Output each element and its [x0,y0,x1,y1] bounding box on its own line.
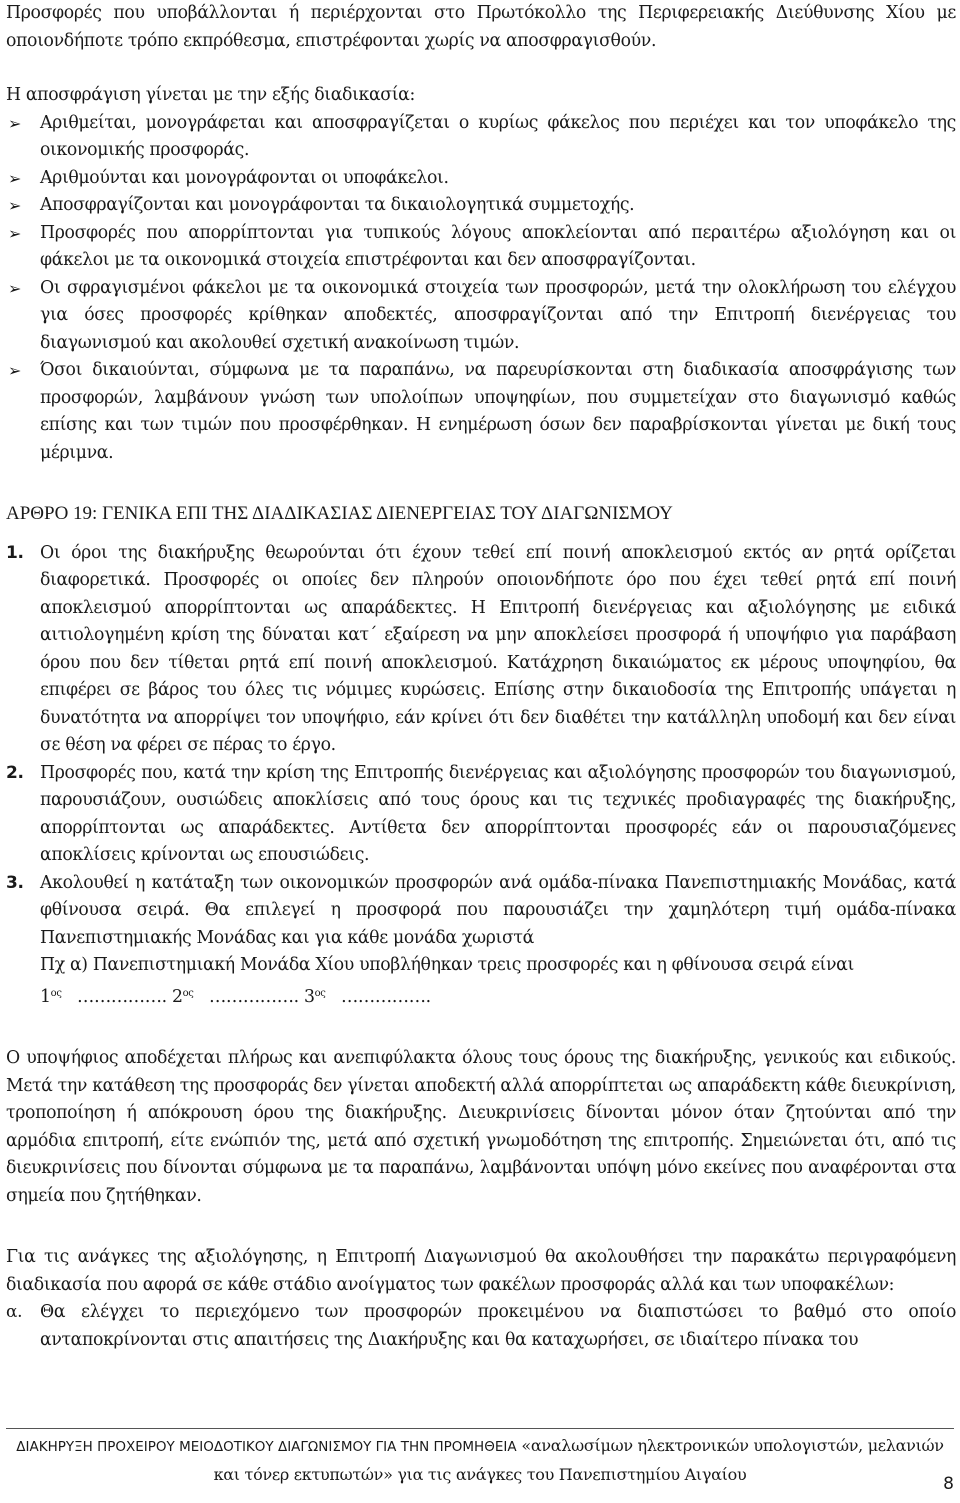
ranking-example: Πχ α) Πανεπιστημιακή Μονάδα Χίου υποβλήθηκαν τρεις προσφορές και η φθίνουσα σειρά είναι [40,955,854,975]
document-body [6,0,956,1354]
bullet-text: Αποσφραγίζονται και μονογράφονται τα δικαιολογητικά συμμετοχής. [40,195,635,215]
bullet-item [6,275,956,358]
footer-caps-title: ΔΙΑΚΗΡΥΞΗ ΠΡΟΧΕΙΡΟΥ ΜΕΙΟΔΟΤΙΚΟΥ ΔΙΑΓΩΝΙΣΜΟΥ ΓΙΑ ΤΗΝ ΠΡΟΜΗΘΕΙΑ [16,1439,517,1455]
bullet-text: Όσοι δικαιούνται, σύμφωνα με τα παραπάνω, να παρευρίσκονται στη διαδικασία αποσφράγισης των προσφορών, λαμβάνουν γνώση των υπολοίπων υποψηφίων, που συμμετείχαν στο διαγωνισμό καθώς επίσης και των τιμών που προσφέρθηκαν. Η ενημέρωση όσων δεν παραβρίσκονται γίνεται με δική τους μέριμνα. [40,360,956,463]
rank-dots: ……………. [77,986,167,1007]
rank-dots: ……………. [209,986,299,1007]
numbered-item [6,540,956,760]
bullet-text: Προσφορές που απορρίπτονται για τυπικούς λόγους αποκλείονται από περαιτέρω αξιολόγηση και οι φάκελοι με τα οικονομικά στοιχεία επιστρέφονται και δεν αποσφραγίζονται. [40,222,956,270]
arrowhead-bullet-icon: ➢ [8,196,22,215]
bullet-item [6,220,956,275]
numbered-item [6,760,956,870]
evaluation-paragraph: Για τις ανάγκες της αξιολόγησης, η Επιτροπή Διαγωνισμού θα ακολουθήσει την παρακάτω περιγραφόμενη διαδικασία που αφορά σε κάθε στάδιο ανοίγματος των φακέλων προσφοράς αλλά και των υποφακέλων: [6,1247,956,1295]
bullet-text: Οι σφραγισμένοι φάκελοι με τα οικονομικά στοιχεία των προσφορών, μετά την ολοκλήρωση του ελέγχου για όσες προσφορές κρίθηκαν αποδεκτές, αποσφραγίζονται από την Επιτροπή διενέργειας του διαγωνισμού και ακολουθεί σχετική ανακοίνωση τιμών. [40,277,956,353]
arrowhead-bullet-icon: ➢ [8,278,22,298]
arrowhead-bullet-icon: ➢ [8,223,22,243]
item-text: Ακολουθεί η κατάταξη των οικονομικών προσφορών ανά ομάδα-πίνακα Πανεπιστημιακής Μονάδας, κατά φθίνουσα σειρά. Θα επιλεγεί η προσφορά που παρουσιάζει την χαμηλότερη τιμή ομάδα-πίνακα Πανεπιστημιακής Μονάδας και για κάθε μονάδα χωριστά [40,872,956,948]
page-footer [6,1432,954,1488]
alpha-marker: α. [6,1302,23,1322]
arrowhead-bullet-icon: ➢ [8,168,22,188]
item-number: 2. [6,762,24,783]
alpha-item [6,1299,956,1354]
rank-dots: ……………. [340,986,431,1007]
footer-divider [6,1428,954,1429]
bullet-item [6,110,956,165]
item-text: Προσφορές που, κατά την κρίση της Επιτροπής διενέργειας και αξιολόγησης προσφορών του διαγωνισμού, παρουσιάζουν, ουσιώδεις αποκλίσεις από τους όρους και τις τεχνικές προδιαγραφές της διακήρυξης, απορρίπτονται ως απαράδεκτες. Αντίθετα δεν απορρίπτονται προσφορές εάν οι παρουσιαζόμενες αποκλίσεις κρίνονται ως επουσιώδεις. [40,762,956,865]
intro-paragraph: Προσφορές που υποβάλλονται ή περιέρχονται στο Πρωτόκολλο της Περιφερειακής Διεύθυνσης Χίου με οποιονδήποτε τρόπο εκπρόθεσμα, επιστρέφονται χωρίς να αποσφραγισθούν. [6,3,956,51]
ranking-line [40,980,956,1012]
arrowhead-bullet-icon: ➢ [8,113,22,133]
bullet-item [6,357,956,467]
item-text: Οι όροι της διακήρυξης θεωρούνται ότι έχουν τεθεί επί ποινή αποκλεισμού εκτός αν ρητά ορίζεται διαφορετικά. Προσφορές οι οποίες δεν πληρούν οποιονδήποτε όρο που έχει τεθεί ρητά επί ποινή αποκλεισμού απορρίπτονται ως απαράδεκτες. Η Επιτροπή διενέργειας και αξιολόγησης με ειδικά αιτιολογημένη κρίση της δύναται κατ΄ εξαίρεση να μην αποκλείσει προσφορά ή υποψήφιο για παράβαση όρου που δεν τίθεται ρητά επί ποινή αποκλεισμού. Κατάχρηση δικαιώματος εκ μέρους υποψηφίου, θα επιφέρει σε βάρος του όλες τις νόμιμες κυρώσεις. Επίσης στην δικαιοδοσία της Επιτροπής υπάγεται η δυνατότητα να απορρίψει τον υποψήφιο, εάν κρίνει ότι δεν διαθέτει την κατάλληλη υποδομή και δεν είναι σε θέση να φέρει σε πέρας το έργο. [40,542,956,755]
bullet-item [6,192,956,220]
bullet-text: Αριθμείται, μονογράφεται και αποσφραγίζεται ο κυρίως φάκελος που περιέχει και τον υποφάκελο της οικονομικής προσφοράς. [40,112,956,160]
alpha-text: Θα ελέγχει το περιεχόμενο των προσφορών προκειμένου να διαπιστώσει το βαθμό στο οποίο ανταποκρίνονται στις απαιτήσεις της Διακήρυξης και θα καταχωρήσει, σε ιδιαίτερο πίνακα του [40,1302,956,1350]
rank-number: 3 [303,986,315,1007]
article-heading: ΑΡΘΡΟ 19: ΓΕΝΙΚΑ ΕΠΙ ΤΗΣ ΔΙΑΔΙΚΑΣΙΑΣ ΔΙΕΝΕΡΓΕΙΑΣ ΤΟΥ ΔΙΑΓΩΝΙΣΜΟΥ [6,503,673,524]
bullet-item [6,165,956,193]
acceptance-paragraph: Ο υποψήφιος αποδέχεται πλήρως και ανεπιφύλακτα όλους τους όρους της διακήρυξης, γενικούς και ειδικούς. Μετά την κατάθεση της προσφοράς δεν γίνεται αποδεκτή αλλά απορρίπτεται ως απαράδεκτη κάθε διευκρίνιση, τροποποίηση ή απόκρουση όρου της διακήρυξης. Διευκρινίσεις δίνονται μόνον όταν ζητούνται από την αρμόδια επιτροπή, είτε ενώπιόν της, μετά από σχετική γνωμοδότηση της επιτροπής. Σημειώνεται ότι, από τις διευκρινίσεις που δίνονται σύμφωνα με τα παραπάνω, λαμβάνονται υπόψη μόνο εκείνες που αναφέρονται στα σημεία που ζητήθηκαν. [6,1048,956,1206]
rank-number: 1 [40,986,51,1007]
bullet-text: Αριθμούνται και μονογράφονται οι υποφάκελοι. [40,167,449,188]
arrowhead-bullet-icon: ➢ [8,361,22,380]
rank-suffix: ος [314,987,326,999]
procedure-title: Η αποσφράγιση γίνεται με την εξής διαδικασία: [6,85,415,105]
item-number: 3. [6,872,24,893]
rank-suffix: ος [50,987,62,999]
footer-subtitle: «αναλωσίμων ηλεκτρονικών υπολογιστών, μελανιών και τόνερ εκτυπωτών» για τις ανάγκες του Πανεπιστημίου Αιγαίου [213,1436,944,1484]
numbered-item [6,870,956,1012]
rank-suffix: ος [182,987,194,999]
rank-number: 2 [171,986,183,1007]
item-number: 1. [6,542,24,563]
page-number: 8 [943,1474,954,1494]
